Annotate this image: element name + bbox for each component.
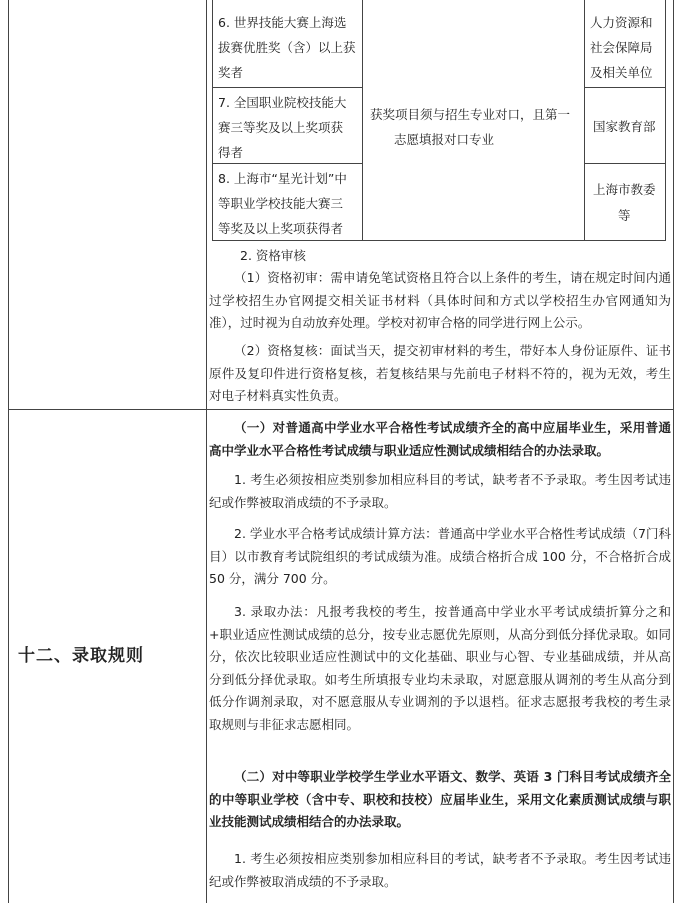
- award-item-8-line: 等职业学校技能大赛三: [218, 196, 344, 211]
- award-item-7-line: 赛三等奖及以上奖项获: [218, 120, 344, 135]
- award-table-bottom: [212, 240, 666, 241]
- award-item-6-line: 拔赛优胜奖（含）以上获: [218, 40, 356, 55]
- requirement-line: 获奖项目须与招生专业对口，且第一: [370, 107, 571, 122]
- table-border-right: [673, 0, 674, 903]
- award-authority-7: 国家教育部: [593, 119, 656, 134]
- award-item-8-line: 8. 上海市“星光计划”中: [218, 171, 347, 186]
- part2-item1: 1. 考生必须按相应类别参加相应科目的考试，缺考者不予录取。考生因考试违纪或作弊被取消成绩的不予录取。: [209, 851, 671, 889]
- award-row-divider-2a: [212, 163, 363, 164]
- award-item-8-line: 等奖及以上奖项获得者: [218, 221, 344, 236]
- table-border-left: [8, 0, 9, 903]
- authority-line: 上海市教委: [593, 182, 656, 197]
- section-divider: [8, 409, 674, 410]
- award-table-right: [665, 0, 666, 241]
- award-item-7-line: 得者: [218, 145, 244, 160]
- column-divider: [206, 0, 207, 903]
- qualification-initial: （1）资格初审：需申请免笔试资格且符合以上条件的考生，请在规定时间内通过学校招生办官网提交相关证书材料（具体时间和方式以学校招生办官网通知为准），过时视为自动放弃处理。学校对初审合格的同学进行网上公示。: [209, 270, 671, 330]
- award-item-6-line: 奖者: [218, 65, 244, 80]
- authority-line: 社会保障局: [590, 40, 653, 55]
- authority-line: 人力资源和: [590, 15, 653, 30]
- award-row-divider-1b: [584, 87, 666, 88]
- qualification-review: （2）资格复核：面试当天，提交初审材料的考生，带好本人身份证原件、证书原件及复印件进行资格复核，若复核结果与先前电子材料不符的，视为无效，考生对电子材料真实性负责。: [209, 343, 671, 403]
- authority-line: 及相关单位: [590, 65, 653, 80]
- part1-heading: （一）对普通高中学业水平合格性考试成绩齐全的高中应届毕业生，采用普通高中学业水平合格性考试成绩与职业适应性测试成绩相结合的办法录取。: [209, 420, 671, 458]
- award-row-divider-1a: [212, 87, 363, 88]
- authority-line: 等: [618, 208, 631, 223]
- section-title: 十二、录取规则: [18, 646, 144, 666]
- part1-item1: 1. 考生必须按相应类别参加相应科目的考试，缺考者不予录取。考生因考试违纪或作弊被取消成绩的不予录取。: [209, 472, 671, 510]
- part1-item2: 2. 学业水平合格考试成绩计算方法：普通高中学业水平合格性考试成绩（7门科目）以市教育考试院组织的考试成绩为准。成绩合格折合成 100 分，不合格折合成 50 分，满分 700 分。: [209, 526, 671, 586]
- qualification-heading: 2. 资格审核: [240, 248, 306, 263]
- award-item-6-line: 6. 世界技能大赛上海选: [218, 15, 347, 30]
- award-item-7-line: 7. 全国职业院校技能大: [218, 95, 347, 110]
- part1-item3: 3. 录取办法：凡报考我校的考生，按普通高中学业水平考试成绩折算分之和+职业适应性测试成绩的总分，按专业志愿优先原则，从高分到低分择优录取。如同分，依次比较职业适应性测试中的文化基础、职业与心智、专业基础成绩，并从高分到低分择优录取。如考生所填报专业均未录取，对愿意服从调剂的考生从高分到低分作调剂录取，对不愿意服从专业调剂的予以退档。征求志愿报考我校的考生录取规则与非征求志愿相同。: [209, 604, 671, 732]
- requirement-line: 志愿填报对口专业: [394, 132, 495, 147]
- award-row-divider-2b: [584, 163, 666, 164]
- award-table-col2: [362, 0, 363, 241]
- award-table-left: [212, 0, 213, 241]
- award-table-col3: [584, 0, 585, 241]
- part2-heading: （二）对中等职业学校学生学业水平语文、数学、英语 3 门科目考试成绩齐全的中等职业学校（含中专、职校和技校）应届毕业生，采用文化素质测试成绩与职业技能测试成绩相结合的办法录取。: [209, 769, 671, 829]
